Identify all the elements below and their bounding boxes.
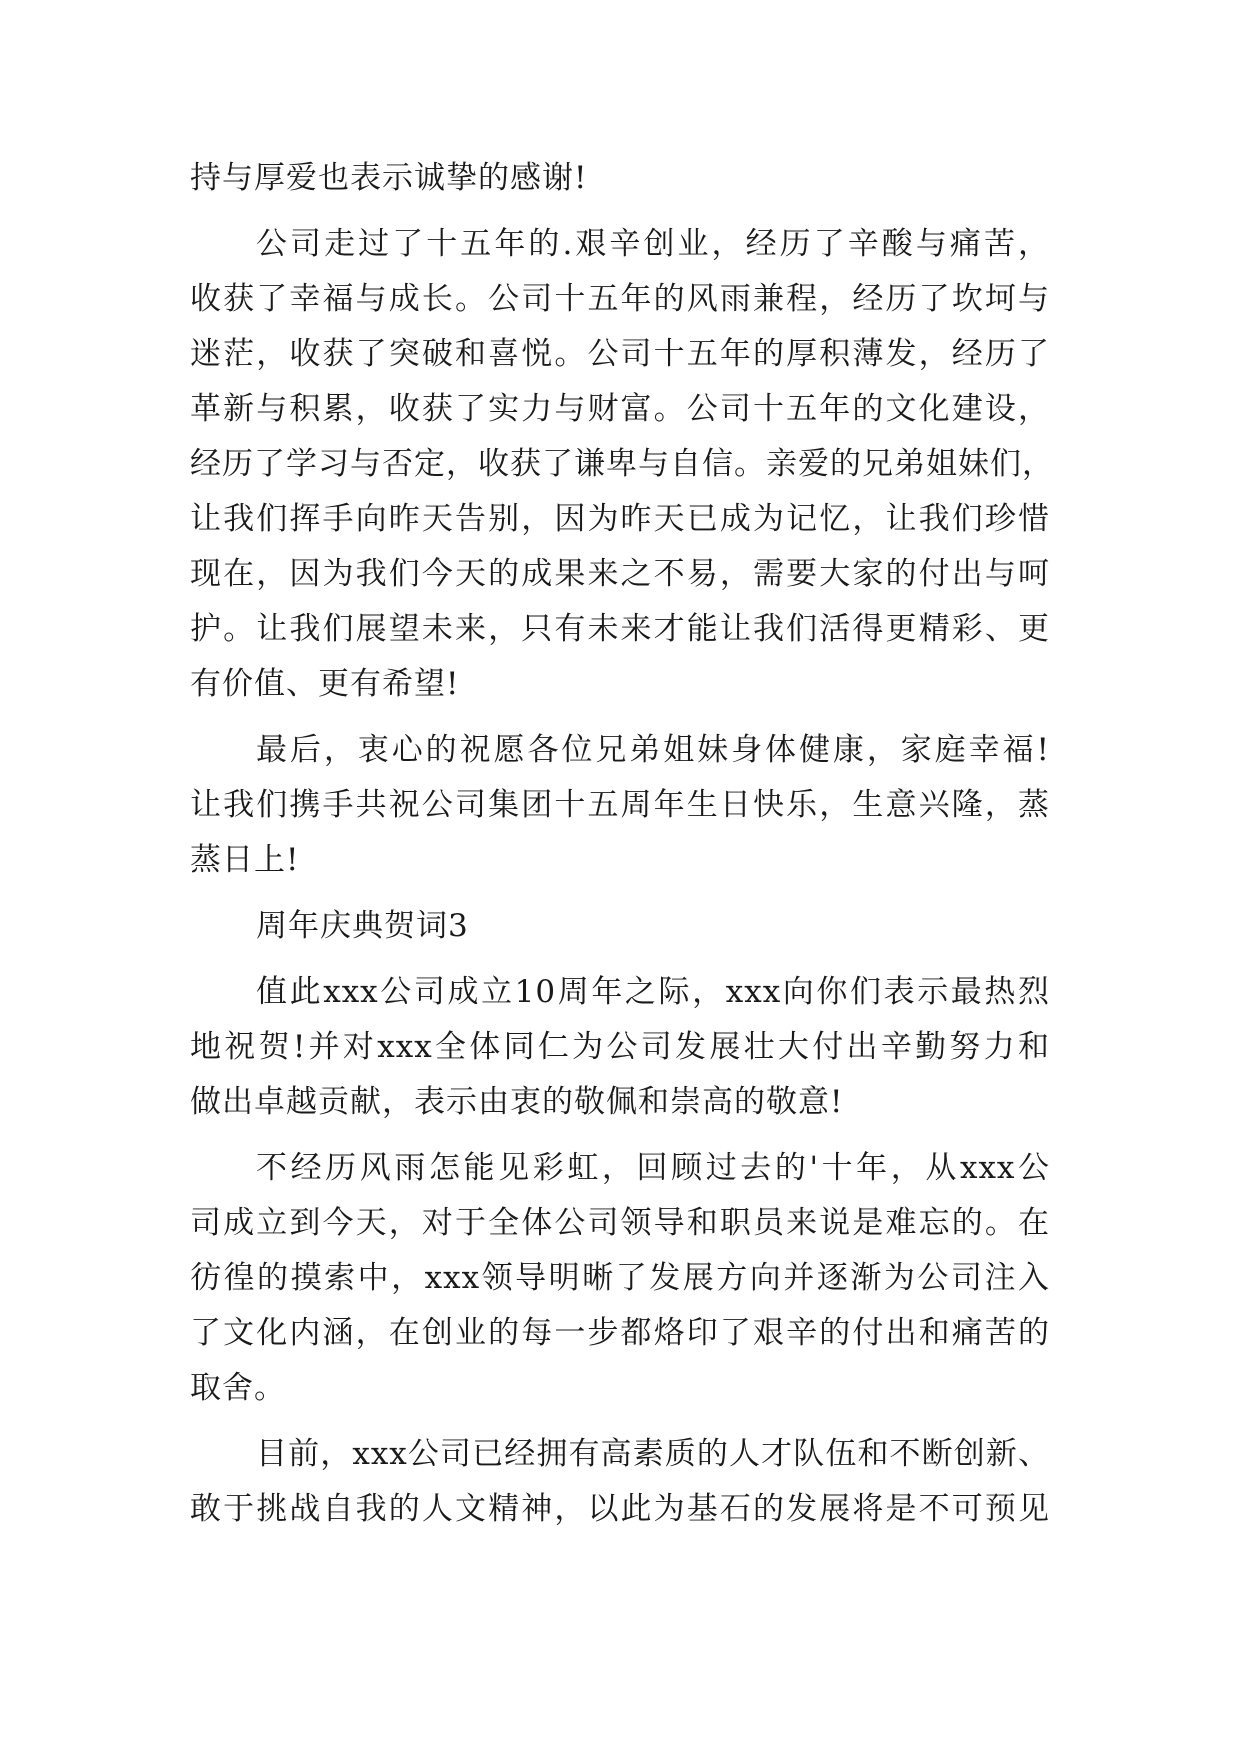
paragraph-line: 值此xxx公司成立10周年之际，xxx向你们表示最热烈	[256, 974, 1050, 1010]
paragraph-line: 革新与积累，收获了实力与财富。公司十五年的文化建设，	[190, 391, 1050, 427]
paragraph-line: 蒸日上!	[190, 842, 300, 878]
section-heading: 周年庆典贺词3	[256, 908, 469, 944]
paragraph-line: 收获了幸福与成长。公司十五年的风雨兼程，经历了坎坷与	[190, 281, 1050, 317]
paragraph-line: 持与厚爱也表示诚挚的感谢!	[190, 160, 588, 196]
paragraph-line: 了文化内涵，在创业的每一步都烙印了艰辛的付出和痛苦的	[190, 1315, 1050, 1351]
paragraph-line: 取舍。	[190, 1370, 286, 1406]
paragraph-line: 公司走过了十五年的.艰辛创业，经历了辛酸与痛苦，	[256, 226, 1050, 262]
paragraph-line: 让我们携手共祝公司集团十五周年生日快乐，生意兴隆，蒸	[190, 787, 1050, 823]
paragraph-line: 迷茫，收获了突破和喜悦。公司十五年的厚积薄发，经历了	[190, 336, 1050, 372]
paragraph-line: 有价值、更有希望!	[190, 666, 460, 702]
paragraph-line: 护。让我们展望未来，只有未来才能让我们活得更精彩、更	[190, 611, 1050, 647]
paragraph-line: 司成立到今天，对于全体公司领导和职员来说是难忘的。在	[190, 1205, 1050, 1241]
paragraph-line: 现在，因为我们今天的成果来之不易，需要大家的付出与呵	[190, 556, 1050, 592]
paragraph-line: 目前，xxx公司已经拥有高素质的人才队伍和不断创新、	[256, 1436, 1050, 1472]
paragraph-line: 彷徨的摸索中，xxx领导明晰了发展方向并逐渐为公司注入	[190, 1260, 1050, 1296]
paragraph-line: 做出卓越贡献，表示由衷的敬佩和崇高的敬意!	[190, 1084, 844, 1120]
paragraph-line: 经历了学习与否定，收获了谦卑与自信。亲爱的兄弟姐妹们，	[190, 446, 1054, 482]
paragraph-line: 敢于挑战自我的人文精神，以此为基石的发展将是不可预见	[190, 1491, 1050, 1527]
paragraph-line: 地祝贺!并对xxx全体同仁为公司发展壮大付出辛勤努力和	[190, 1029, 1050, 1065]
paragraph-line: 让我们挥手向昨天告别，因为昨天已成为记忆，让我们珍惜	[190, 501, 1050, 537]
paragraph-line: 最后，衷心的祝愿各位兄弟姐妹身体健康，家庭幸福!	[256, 732, 1050, 768]
paragraph-line: 不经历风雨怎能见彩虹，回顾过去的'十年，从xxx公	[256, 1150, 1050, 1186]
